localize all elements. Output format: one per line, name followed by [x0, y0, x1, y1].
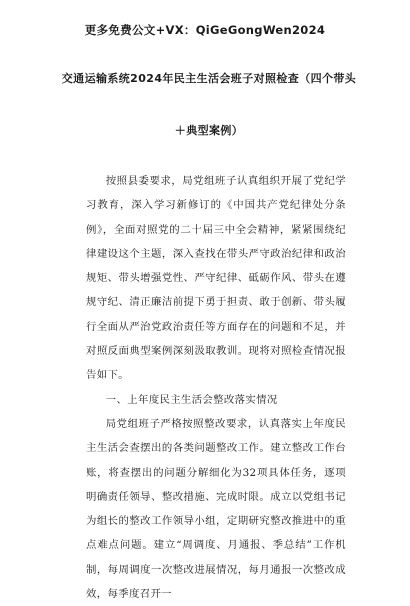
- document-body: [86, 169, 346, 606]
- section-paragraph: 局党组班子严格按照整改要求，认真落实上年度民主生活会查摆出的各类问题整改工作。建立整改工作台账，将查摆出的问题分解细化为32项具体任务，逐项明确责任领导、整改措施、完成时限。成立以党组书记为组长的整改工作领导小组，定期研究整改推进中的重点难点问题。建立“周调度、月通报、季总结”工作机制，每周调度一次整改进展情况，每月通报一次整改成效，每季度召开一: [86, 417, 346, 601]
- document-title-line2: ＋典型案例）: [174, 124, 244, 137]
- promo-header: 更多免费公文+VX：QiGeGongWen2024: [84, 23, 326, 37]
- document-title-line1: 交通运输系统2024年民主生活会班子对照检查（四个带头: [61, 72, 357, 85]
- intro-paragraph: 按照县委要求，局党组班子认真组织开展了党纪学习教育，深入学习新修订的《中国共产党纪律处分条例》，全面对照党的二十届三中全会精神，紧紧围绕纪律建设这个主题，深入查找在带头严守政治纪律和政治规矩、带头增强党性、严守纪律、砥砺作风、带头在遵规守纪、清正廉洁前提下勇于担责、敢于创新、带头履行全面从严治党政治责任等方面存在的问题和不足，并对照反面典型案例深刻汲取教训。现将对照检查情况报告如下。: [86, 175, 346, 382]
- section-heading: 一、上年度民主生活会整改落实情况: [105, 393, 278, 406]
